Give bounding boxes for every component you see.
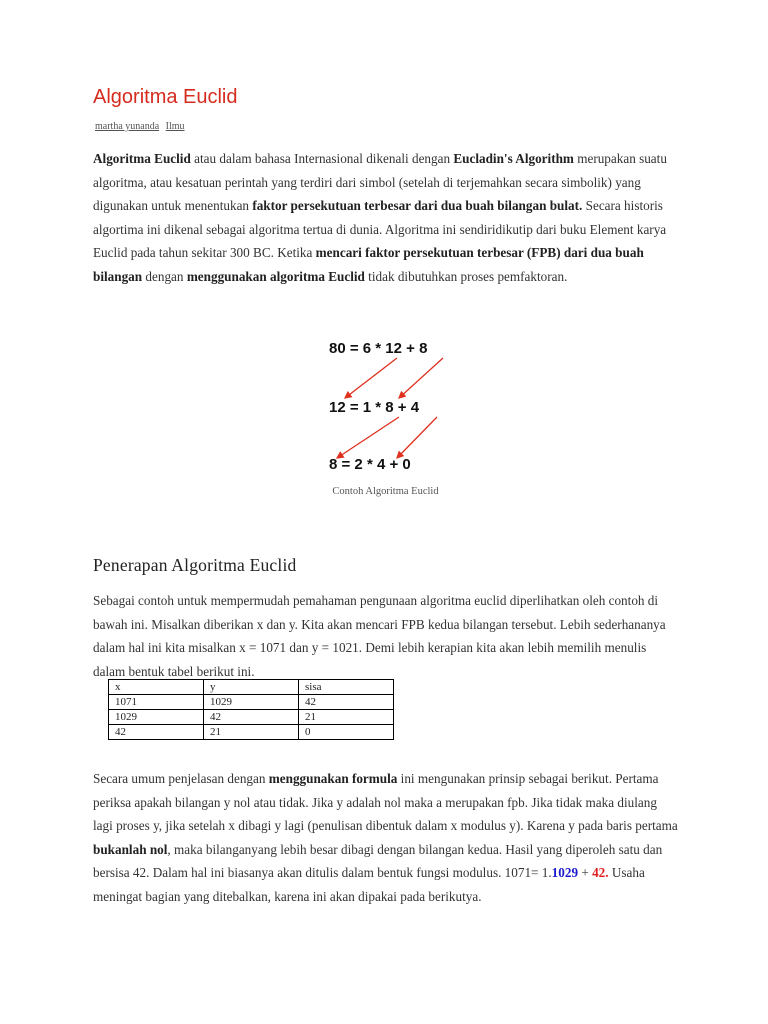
- bold-text: Eucladin's Algorithm: [453, 151, 574, 166]
- section-paragraph: Sebagai contoh untuk mempermudah pemahaman pengunaan algoritma euclid diperlihatkan oleh contoh di bawah ini. Misalkan diberikan x dan y. Kita akan mencari FPB kedua bilangan tersebut. Lebih sederhananya dalam hal ini kita misalkan x = 1071 dan y = 1021. Demi lebih kerapian kita akan lebih memilih menulis dalam bentuk tabel berikut ini.: [93, 593, 666, 679]
- table-header-cell: sisa: [299, 680, 394, 695]
- equation-line-1: 80 = 6 * 12 + 8: [329, 340, 428, 357]
- euclid-diagram: [325, 332, 455, 477]
- equation-line-3: 8 = 2 * 4 + 0: [329, 456, 411, 473]
- table-row: [109, 725, 394, 740]
- equation-line-2: 12 = 1 * 8 + 4: [329, 399, 420, 416]
- bold-text: mencari faktor persekutuan terbesar (FPB) dari dua buah bilangan: [93, 245, 644, 284]
- arrow-4-to-4: [397, 417, 437, 458]
- section-heading: Penerapan Algoritma Euclid: [93, 555, 297, 575]
- post-meta: [95, 121, 189, 132]
- intro-paragraph: [93, 147, 678, 288]
- highlight-red: 42.: [592, 865, 609, 880]
- table-cell: 1029: [109, 710, 204, 725]
- table-cell: 0: [299, 725, 394, 740]
- text: merupakan suatu algoritma, atau kesatuan perintah yang terdiri dari simbol (setelah di terjemahkan secara simbolik) yang digunakan untuk menentukan: [93, 151, 667, 213]
- euclid-table: [108, 679, 394, 740]
- euclid-figure: [325, 332, 455, 477]
- text: dengan: [142, 268, 187, 284]
- bold-text: bukanlah nol: [93, 841, 168, 857]
- table-cell: 42: [109, 725, 204, 740]
- table-cell: 1029: [204, 695, 299, 710]
- text: , maka bilanganyang lebih besar dibagi dengan bilangan kedua. Hasil yang diperoleh satu dan bersisa 42. Dalam hal ini biasanya akan ditulis dalam bentuk fungsi modulus. 1071= 1.: [93, 841, 663, 880]
- figure-caption: Contoh Algoritma Euclid: [332, 486, 439, 497]
- table-row: [109, 710, 394, 725]
- highlight-blue: 1029: [551, 865, 579, 880]
- table-cell: 1071: [109, 695, 204, 710]
- text: +: [578, 865, 593, 880]
- bold-text: Algoritma Euclid: [93, 151, 191, 166]
- explanation-paragraph: [93, 767, 678, 908]
- table-header-cell: y: [204, 680, 299, 695]
- text: Secara umum penjelasan dengan: [93, 771, 269, 786]
- text: Usaha meningat bagian yang ditebalkan, karena ini akan dipakai pada berikutya.: [93, 865, 645, 904]
- table-cell: 21: [204, 725, 299, 740]
- bold-text: menggunakan formula: [268, 771, 398, 786]
- table-cell: 42: [204, 710, 299, 725]
- table-cell: 21: [299, 710, 394, 725]
- table-row: [109, 695, 394, 710]
- arrow-12-to-12: [345, 358, 397, 398]
- table-header-row: [109, 680, 394, 695]
- table-header-cell: x: [109, 680, 204, 695]
- text: tidak dibutuhkan proses pemfaktoran.: [364, 268, 568, 284]
- post-title[interactable]: Algoritma Euclid: [93, 86, 238, 108]
- label-link[interactable]: Ilmu: [165, 121, 185, 132]
- arrow-8-to-8: [399, 358, 443, 398]
- table-cell: 42: [299, 695, 394, 710]
- author-link[interactable]: martha yunanda: [95, 121, 160, 132]
- text: ini mengunakan prinsip sebagai berikut. Pertama periksa apakah bilangan y nol atau tidak. Jika y adalah nol maka a merupakan fpb. Jika tidak maka diulang lagi proses y, jika setelah x dibagi y lagi (penulisan dibentuk dalam x modulus y). Karena y pada baris pertama: [93, 771, 678, 833]
- arrow-8-to-8-second: [337, 417, 399, 458]
- text: Secara historis algortima ini dikenal sebagai algoritma tertua di dunia. Algoritma ini sendiridikutip dari buku Element karya Euclid pada tahun sekitar 300 BC. Ketika: [93, 198, 667, 260]
- text: atau dalam bahasa Internasional dikenali dengan: [190, 151, 454, 166]
- bold-text: menggunakan algoritma Euclid: [186, 268, 365, 284]
- bold-text: faktor persekutuan terbesar dari dua buah bilangan bulat.: [252, 198, 583, 213]
